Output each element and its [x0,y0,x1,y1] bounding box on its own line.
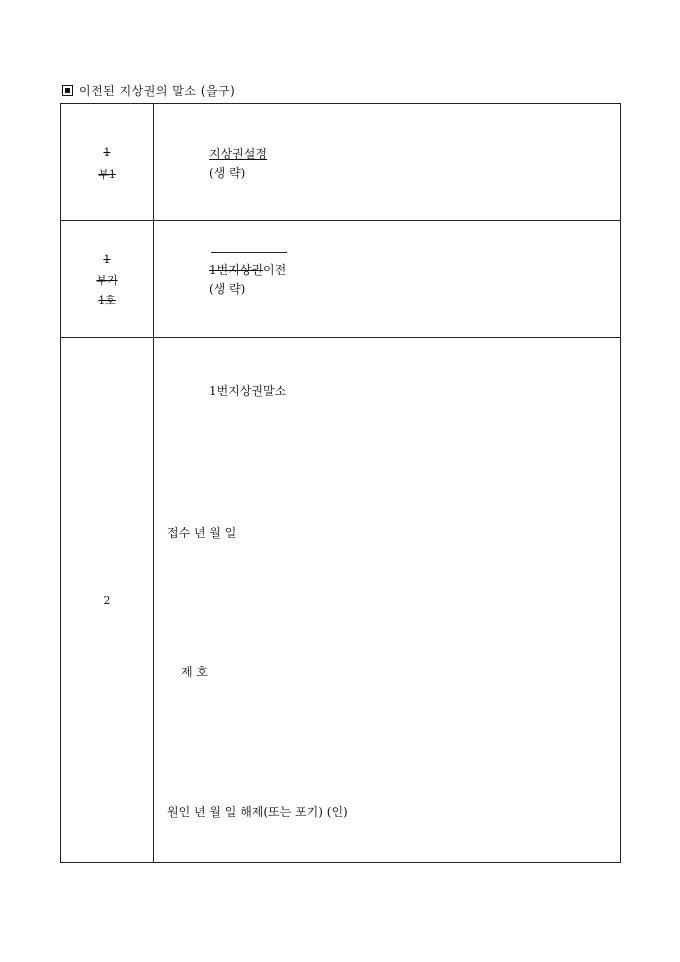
row3-purpose: 1번지상권말소 [209,384,287,398]
row2-rank-number: 1 [103,253,111,266]
row3-cause: 원인 년 월 일 해제(또는 포기) (인) [167,805,348,819]
row3-rank-number: 2 [103,594,111,607]
row1-purpose: 지상권설정 [209,147,267,161]
row2-overline [211,252,287,253]
row2-detail: (생 략) [209,282,246,296]
column-divider [153,104,154,862]
row1-detail: (생 략) [209,166,246,180]
row2-purpose [209,261,286,278]
row3-receipt: 접수 년 월 일 [167,526,237,540]
row2-purpose-struck: 1번지상권 [209,263,264,277]
row1-rank-sub: 부1 [98,168,116,181]
row3-number: 제 호 [181,665,208,679]
checkbox-square-icon [62,85,73,96]
row2-purpose-rest: 이전 [263,263,287,277]
registry-table [60,103,621,863]
row1-rank-number: 1 [103,146,111,159]
row2-rank-sub: 부기 [96,274,118,287]
row-divider [61,220,620,221]
row2-rank-order: 1호 [98,294,116,307]
section-heading: 이전된 지상권의 말소 (을구) [62,82,235,99]
row-divider [61,337,620,338]
